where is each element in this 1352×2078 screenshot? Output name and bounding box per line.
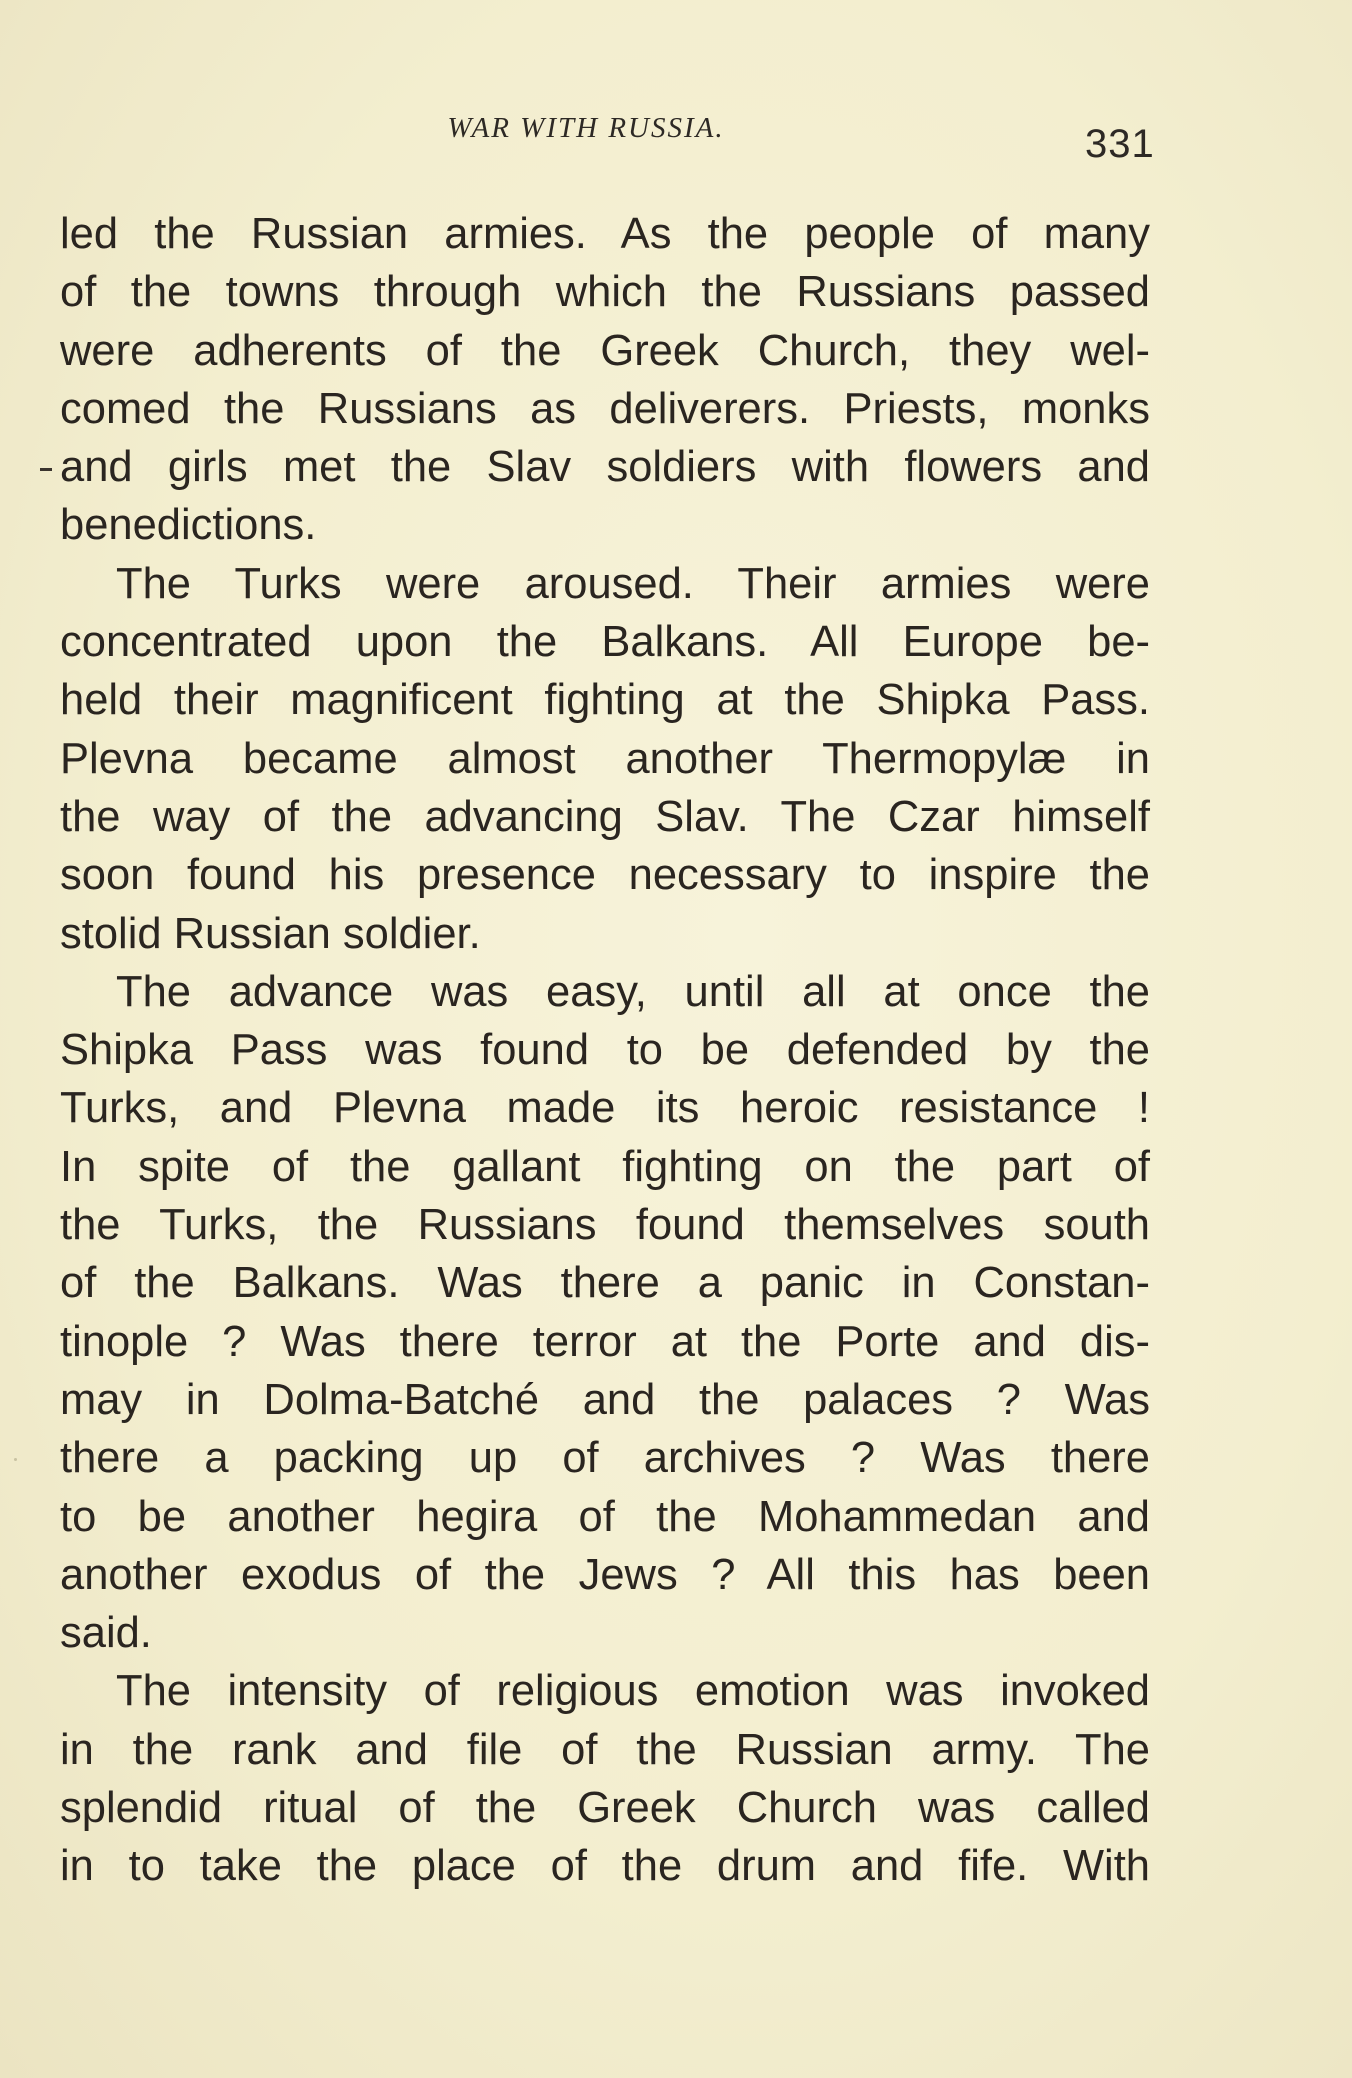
text-line: The advance was easy, until all at once the xyxy=(116,967,1150,1016)
text-line: tinople ? Was there terror at the Porte and dis- xyxy=(60,1317,1150,1366)
text-line: In spite of the gallant fighting on the part of xyxy=(60,1142,1150,1191)
text-line: another exodus of the Jews ? All this has been xyxy=(60,1550,1150,1599)
body-text xyxy=(60,205,1150,1896)
text-line: in to take the place of the drum and fife. With xyxy=(60,1842,1150,1891)
text-line: the way of the advancing Slav. The Czar himself xyxy=(60,792,1150,841)
text-line: were adherents of the Greek Church, they wel- xyxy=(60,326,1150,375)
text-line: of the towns through which the Russians passed xyxy=(60,268,1150,317)
text-line: soon found his presence necessary to inspire the xyxy=(60,851,1150,900)
text-line: of the Balkans. Was there a panic in Constan- xyxy=(60,1259,1150,1308)
text-line: concentrated upon the Balkans. All Europe be- xyxy=(60,618,1150,667)
text-line: said. xyxy=(60,1609,152,1658)
margin-dash-mark xyxy=(40,468,52,471)
paragraph xyxy=(60,1662,1150,1895)
text-line: to be another hegira of the Mohammedan and xyxy=(60,1492,1150,1541)
page-number: 331 xyxy=(1085,122,1155,166)
text-line: The intensity of religious emotion was invoked xyxy=(116,1667,1150,1716)
paragraph xyxy=(60,555,1150,963)
text-line: the Turks, the Russians found themselves south xyxy=(60,1201,1150,1250)
text-line: held their magnificent fighting at the Shipka Pass. xyxy=(60,676,1150,725)
paragraph xyxy=(60,205,1150,555)
text-line: The Turks were aroused. Their armies were xyxy=(116,559,1150,608)
text-line: Shipka Pass was found to be defended by the xyxy=(60,1026,1150,1075)
running-title: WAR WITH RUSSIA. xyxy=(447,112,725,144)
text-line: and girls met the Slav soldiers with flowers and xyxy=(60,443,1150,492)
text-line: benedictions. xyxy=(60,501,317,550)
text-line: comed the Russians as deliverers. Priests, monks xyxy=(60,384,1150,433)
text-line: there a packing up of archives ? Was there xyxy=(60,1434,1150,1483)
margin-dot-mark xyxy=(14,1458,17,1461)
text-line: led the Russian armies. As the people of many xyxy=(60,210,1150,258)
text-line: Turks, and Plevna made its heroic resistance ! xyxy=(60,1084,1150,1133)
text-line: in the rank and file of the Russian army. The xyxy=(60,1725,1150,1774)
text-line: Plevna became almost another Thermopylæ in xyxy=(60,734,1150,783)
text-line: stolid Russian soldier. xyxy=(60,909,481,958)
text-line: splendid ritual of the Greek Church was called xyxy=(60,1784,1150,1833)
text-line: may in Dolma-Batché and the palaces ? Was xyxy=(60,1375,1150,1424)
paragraph xyxy=(60,963,1150,1663)
